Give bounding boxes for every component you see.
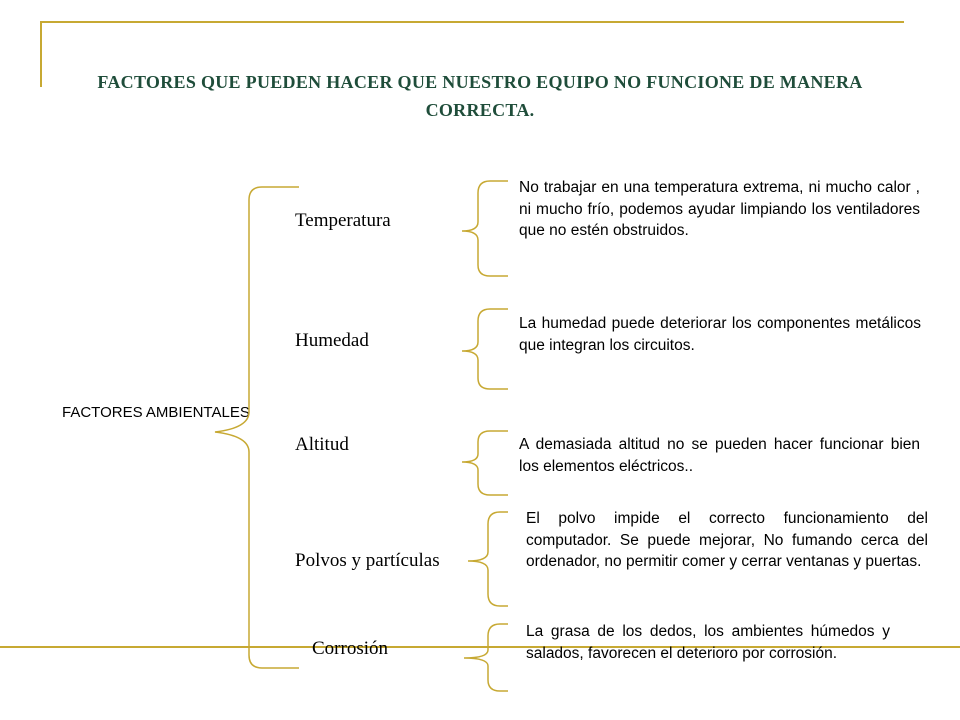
- bracket-corrosion: [464, 624, 508, 691]
- bracket-humedad: [462, 309, 508, 389]
- factor-description-temperatura: No trabajar en una temperatura extrema, ni mucho calor , ni mucho frío, podemos ayudar limpiando los ventiladores que no estén obstruidos.: [519, 179, 920, 239]
- page-title: FACTORES QUE PUEDEN HACER QUE NUESTRO EQUIPO NO FUNCIONE DE MANERA CORRECTA.: [97, 72, 863, 120]
- factor-label-altitud: Altitud: [295, 434, 349, 455]
- factor-description-humedad: La humedad puede deteriorar los componentes metálicos que integran los circuitos.: [519, 315, 921, 354]
- factor-label-temperatura: Temperatura: [295, 210, 391, 231]
- factor-description-altitud: A demasiada altitud no se pueden hacer funcionar bien los elementos eléctricos..: [519, 436, 920, 475]
- factor-label-corrosion: Corrosión: [312, 638, 388, 659]
- factor-description-corrosion: La grasa de los dedos, los ambientes húmedos y salados, favorecen el deterioro por corrosión.: [526, 623, 890, 662]
- bracket-polvos: [468, 512, 508, 606]
- factor-label-humedad: Humedad: [295, 330, 369, 351]
- main-bracket: [215, 187, 299, 668]
- factor-description-polvos: El polvo impide el correcto funcionamiento del computador. Se puede mejorar, No fumando cerca del ordenador, no permitir comer y cerrar ventanas y puertas.: [526, 510, 928, 570]
- factor-label-polvos: Polvos y partículas: [295, 550, 440, 571]
- bracket-temperatura: [462, 181, 508, 276]
- bracket-altitud: [462, 431, 508, 495]
- root-label-text: FACTORES AMBIENTALES: [62, 404, 250, 421]
